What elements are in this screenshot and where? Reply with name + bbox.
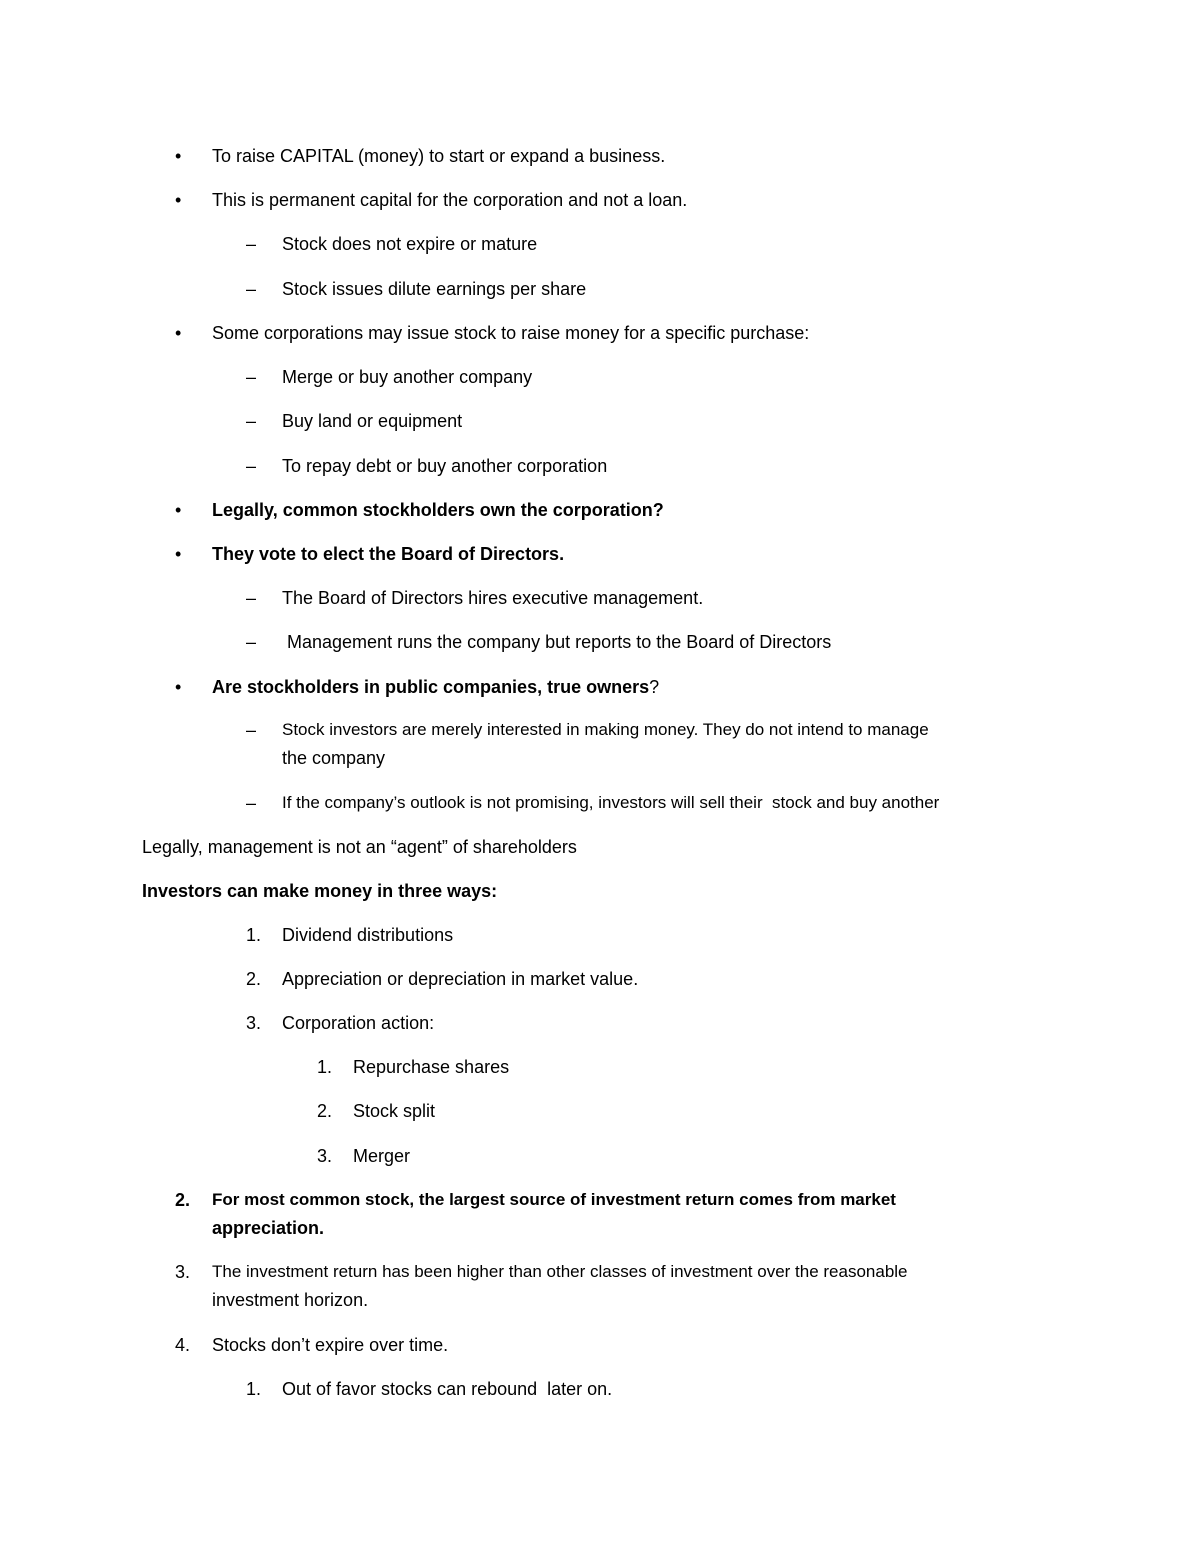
- subpoint-number: 1.: [246, 1379, 262, 1399]
- item-number: 1.: [317, 1057, 333, 1077]
- dash-marker: –: [246, 279, 257, 299]
- item-number: 1.: [246, 925, 262, 945]
- bullet-marker: •: [175, 146, 182, 166]
- item-number: 3.: [317, 1146, 333, 1166]
- sub-bullet-text: Management runs the company but reports to the Board of Directors: [282, 632, 832, 652]
- dash-marker: –: [246, 234, 257, 254]
- item-text: Dividend distributions: [282, 925, 454, 945]
- point-text: The investment return has been higher than other classes of investment over the reasonable: [212, 1262, 908, 1281]
- bullet-text: To raise CAPITAL (money) to start or expand a business.: [212, 146, 666, 166]
- bullet-text: Legally, common stockholders own the corporation?: [212, 500, 664, 520]
- bullet-marker: •: [175, 190, 182, 210]
- point-text: For most common stock, the largest source of investment return comes from market: [212, 1190, 896, 1209]
- dash-marker: –: [246, 720, 257, 740]
- dash-marker: –: [246, 793, 257, 813]
- sub-bullet-text: Buy land or equipment: [282, 411, 463, 431]
- point-number: 4.: [175, 1335, 191, 1355]
- bullet-marker: •: [175, 323, 182, 343]
- item-number: 3.: [246, 1013, 262, 1033]
- item-text: Appreciation or depreciation in market value.: [282, 969, 639, 989]
- subpoint-text: Out of favor stocks can rebound later on.: [282, 1379, 613, 1399]
- sub-bullet-text: To repay debt or buy another corporation: [282, 456, 608, 476]
- sub-bullet-text: the company: [282, 748, 386, 768]
- point-text: investment horizon.: [212, 1290, 369, 1310]
- point-number: 2.: [175, 1190, 191, 1210]
- bullet-marker: •: [175, 544, 182, 564]
- agent-text: Legally, management is not an “agent” of shareholders: [142, 837, 577, 857]
- dash-marker: –: [246, 632, 257, 652]
- sub-bullet-text: Merge or buy another company: [282, 367, 533, 387]
- bullet-text: Some corporations may issue stock to raise money for a specific purchase:: [212, 323, 810, 343]
- sub-bullet-text: Stock does not expire or mature: [282, 234, 538, 254]
- bullet-marker: •: [175, 677, 182, 697]
- question-mark: ?: [649, 677, 660, 697]
- item-text: Repurchase shares: [353, 1057, 510, 1077]
- ways-heading-text: Investors can make money in three ways:: [142, 881, 498, 901]
- item-number: 2.: [246, 969, 262, 989]
- sub-bullet-text: Stock investors are merely interested in making money. They do not intend to manage: [282, 720, 929, 739]
- item-text: Corporation action:: [282, 1013, 435, 1033]
- sub-bullet-text: The Board of Directors hires executive management.: [282, 588, 704, 608]
- item-text: Stock split: [353, 1101, 436, 1121]
- bullet-text: They vote to elect the Board of Directors.: [212, 544, 565, 564]
- item-text: Merger: [353, 1146, 411, 1166]
- bullet-text: [212, 673, 659, 701]
- dash-marker: –: [246, 367, 257, 387]
- point-text: Stocks don’t expire over time.: [212, 1335, 449, 1355]
- dash-marker: –: [246, 411, 257, 431]
- point-number: 3.: [175, 1262, 191, 1282]
- sub-bullet-text: Stock issues dilute earnings per share: [282, 279, 587, 299]
- bullet-text-bold: Are stockholders in public companies, true owners: [212, 677, 650, 697]
- item-number: 2.: [317, 1101, 333, 1121]
- dash-marker: –: [246, 456, 257, 476]
- bullet-text: This is permanent capital for the corporation and not a loan.: [212, 190, 688, 210]
- sub-bullet-text: If the company’s outlook is not promising, investors will sell their stock and buy another: [282, 793, 940, 812]
- point-text: appreciation.: [212, 1218, 325, 1238]
- bullet-marker: •: [175, 500, 182, 520]
- dash-marker: –: [246, 588, 257, 608]
